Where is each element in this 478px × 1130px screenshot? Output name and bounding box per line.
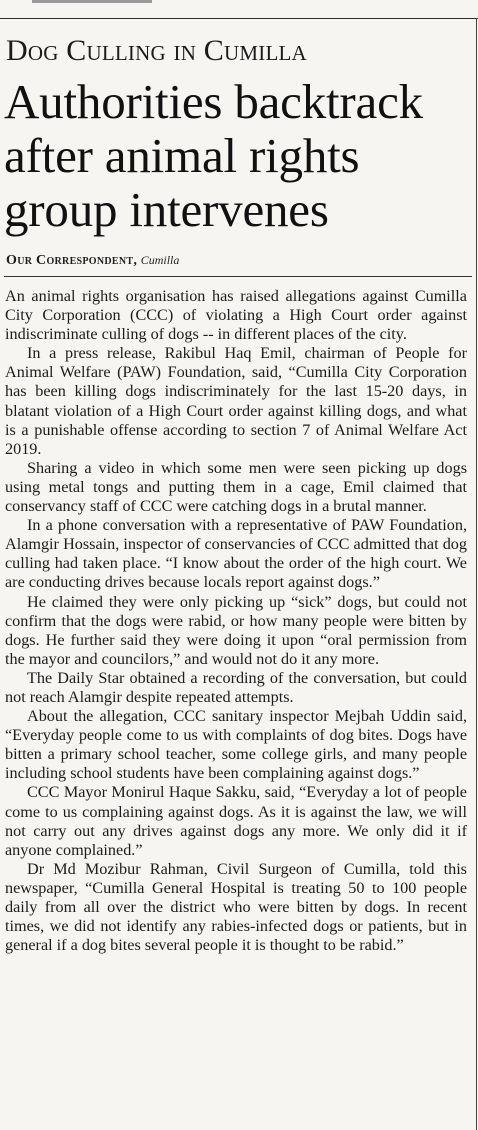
paragraph: The Daily Star obtained a recording of the conversation, but could not reach Alamgir despite repeated attempts. (5, 668, 467, 706)
paragraph: Sharing a video in which some men were seen picking up dogs using metal tongs and putting them in a cage, Emil claimed that conservancy staff of CCC were catching dogs in a brutal manner. (5, 458, 467, 516)
paragraph: About the allegation, CCC sanitary inspector Mejbah Uddin said, “Everyday people come to us with complaints of dog bites. Dogs have bitten a primary school teacher, some college girls, and many people including school students have been complaining against dogs.” (5, 707, 467, 783)
article-body (5, 287, 467, 955)
paragraph: CCC Mayor Monirul Haque Sakku, said, “Everyday a lot of people come to us complaining against dogs. As it is against the law, we will not carry out any drives against dogs any more. We only did it if anyone complained.” (5, 783, 467, 859)
column-divider (476, 18, 477, 1130)
paragraph: Dr Md Mozibur Rahman, Civil Surgeon of Cumilla, told this newspaper, “Cumilla General Hospital is treating 50 to 100 people daily from all over the district who were bitten by dogs. In recent times, we did not identify any rabies-infected dogs or patients, but in general if a dog bites several people it is thought to be rabid.” (5, 859, 467, 955)
byline-author: Our Correspondent, (6, 253, 138, 268)
paragraph: He claimed they were only picking up “sick” dogs, but could not confirm that the dogs were rabid, or how many people were bitten by dogs. He further said they were doing it upon “oral permission from the mayor and councilors,” and would not do it any more. (5, 592, 467, 668)
top-divider (0, 18, 478, 19)
kicker: Dog Culling in Cumilla (6, 34, 307, 67)
paragraph: In a press release, Rakibul Haq Emil, chairman of People for Animal Welfare (PAW) Foundation, said, “Cumilla City Corporation has been killing dogs indiscriminately for the last 15-20 days, in blatant violation of a High Court order against killing dogs, and what is a punishable offense according to section 7 of Animal Welfare Act 2019. (5, 344, 467, 458)
paragraph: In a phone conversation with a representative of PAW Foundation, Alamgir Hossain, inspector of conservancies of CCC admitted that dog culling had taken place. “I know about the order of the high court. We are conducting drives because locals report against dogs.” (5, 516, 467, 592)
byline-divider (4, 276, 472, 277)
headline: Authorities backtrack after animal rights group intervenes (4, 74, 423, 237)
cropped-previous-article-edge (32, 0, 152, 3)
byline-location: Cumilla (140, 253, 180, 267)
paragraph: An animal rights organisation has raised allegations against Cumilla City Corporation (CCC) of violating a High Court order against indiscriminate culling of dogs -- in different places of the city. (5, 287, 467, 344)
byline (6, 251, 179, 270)
